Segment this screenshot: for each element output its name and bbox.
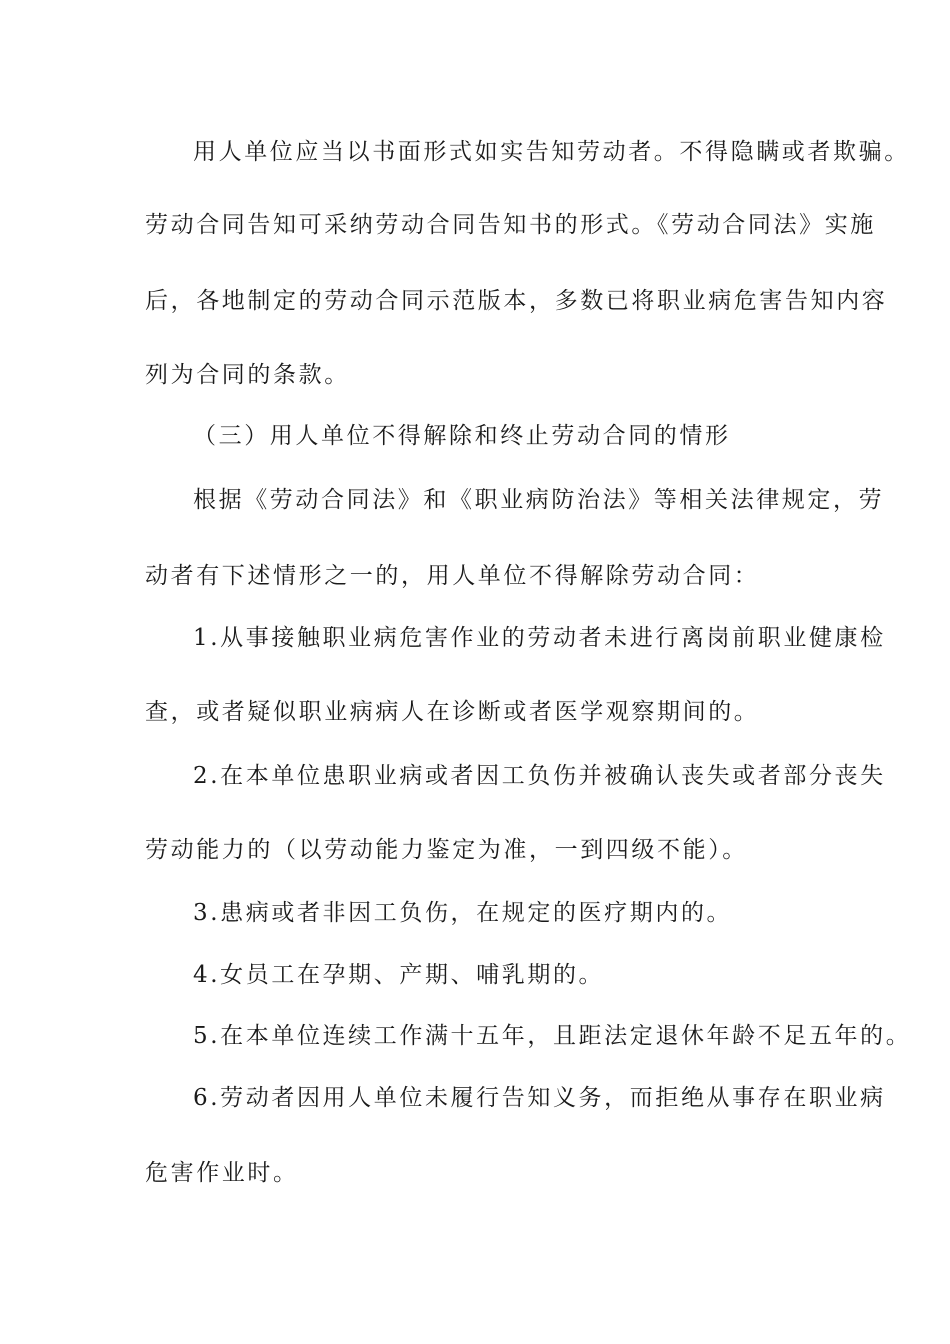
paragraph-line-5: 根据《劳动合同法》和《职业病防治法》等相关法律规定，劳	[193, 487, 885, 513]
list-item-4: 4.女员工在孕期、产期、哺乳期的。	[193, 962, 605, 988]
paragraph-line-1: 用人单位应当以书面形式如实告知劳动者。不得隐瞒或者欺骗。	[193, 139, 910, 165]
list-item-6-line-2: 危害作业时。	[145, 1160, 299, 1186]
list-item-1-line-1: 1.从事接触职业病危害作业的劳动者未进行离岗前职业健康检	[193, 625, 886, 651]
list-item-3: 3.患病或者非因工负伤，在规定的医疗期内的。	[193, 900, 733, 926]
list-item-2-line-2: 劳动能力的（以劳动能力鉴定为准，一到四级不能）。	[145, 837, 748, 863]
list-item-5: 5.在本单位连续工作满十五年，且距法定退休年龄不足五年的。	[193, 1023, 912, 1049]
paragraph-line-3: 后，各地制定的劳动合同示范版本，多数已将职业病危害告知内容	[145, 288, 888, 314]
list-item-2-line-1: 2.在本单位患职业病或者因工负伤并被确认丧失或者部分丧失	[193, 763, 886, 789]
paragraph-line-4: 列为合同的条款。	[145, 362, 350, 388]
paragraph-line-2: 劳动合同告知可采纳劳动合同告知书的形式。《劳动合同法》实施	[145, 212, 876, 238]
section-heading: （三）用人单位不得解除和终止劳动合同的情形	[193, 423, 731, 449]
list-item-6-line-1: 6.劳动者因用人单位未履行告知义务，而拒绝从事存在职业病	[193, 1085, 886, 1111]
paragraph-line-6: 动者有下述情形之一的，用人单位不得解除劳动合同：	[145, 563, 760, 589]
list-item-1-line-2: 查，或者疑似职业病病人在诊断或者医学观察期间的。	[145, 699, 760, 725]
